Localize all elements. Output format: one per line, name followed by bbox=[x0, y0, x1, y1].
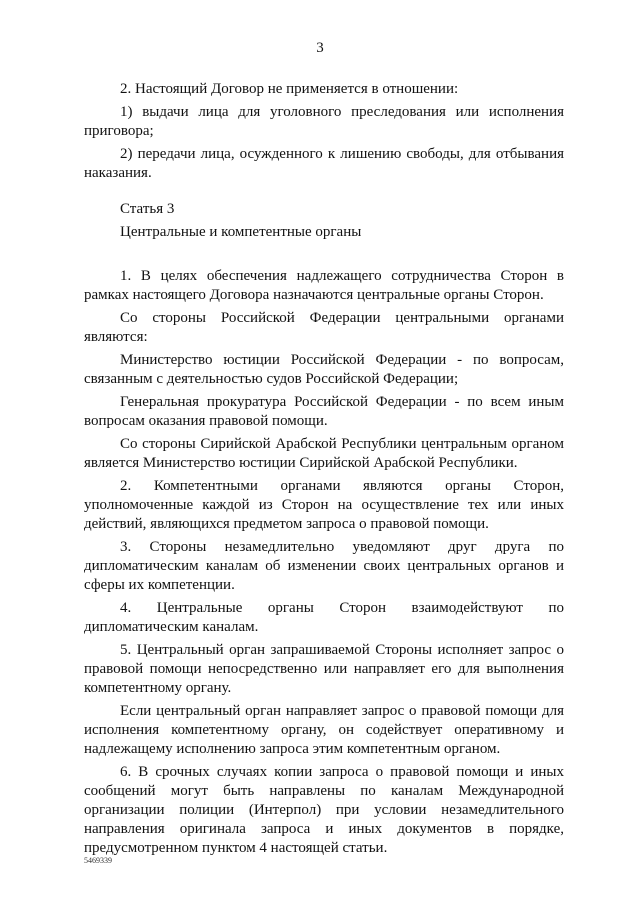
paragraph: 2. Компетентными органами являются органы Сторон, уполномоченные каждой из Сторон на осуществление тех или иных действий, являющихся предметом запроса о правовой помощи. bbox=[84, 478, 564, 532]
paragraph: 3. Стороны незамедлительно уведомляют друг друга по дипломатическим каналам об изменении своих центральных органов и сферы их компетенции. bbox=[84, 539, 564, 593]
paragraph: Со стороны Сирийской Арабской Республики центральным органом является Министерство юстиции Сирийской Арабской Республики. bbox=[84, 436, 564, 471]
paragraph: Если центральный орган направляет запрос о правовой помощи для исполнения компетентному органу, он содействует оперативному и надлежащему исполнению запроса этим компетентным органом. bbox=[84, 703, 564, 757]
paragraph: Генеральная прокуратура Российской Федерации - по всем иным вопросам оказания правовой помощи. bbox=[84, 394, 564, 429]
paragraph: 5. Центральный орган запрашиваемой Стороны исполняет запрос о правовой помощи непосредственно или направляет его для выполнения компетентному органу. bbox=[84, 642, 564, 696]
paragraph: Со стороны Российской Федерации центральными органами являются: bbox=[84, 310, 564, 345]
paragraph: 2. Настоящий Договор не применяется в отношении: bbox=[120, 81, 459, 97]
paragraph: 6. В срочных случаях копии запроса о правовой помощи и иных сообщений могут быть направлены по каналам Международной организации полиции (Интерпол) при условии незамедлительного направления оригинала запроса и иных документов в порядке, предусмотренном пунктом 4 настоящей статьи. bbox=[84, 764, 564, 856]
article-title: Центральные и компетентные органы bbox=[120, 224, 362, 240]
paragraph: Министерство юстиции Российской Федерации - по вопросам, связанным с деятельностью судов Российской Федерации; bbox=[84, 352, 564, 387]
paragraph: 1) выдачи лица для уголовного преследования или исполнения приговора; bbox=[84, 104, 564, 139]
paragraph: 4. Центральные органы Сторон взаимодействуют по дипломатическим каналам. bbox=[84, 600, 564, 635]
article-heading bbox=[84, 200, 564, 242]
document-body bbox=[84, 80, 564, 862]
paragraph: 1. В целях обеспечения надлежащего сотрудничества Сторон в рамках настоящего Договора назначаются центральные органы Сторон. bbox=[84, 268, 564, 303]
paragraph: 2) передачи лица, осужденного к лишению свободы, для отбывания наказания. bbox=[84, 146, 564, 181]
document-code: 5469339 bbox=[84, 856, 112, 865]
article-number: Статья 3 bbox=[120, 201, 175, 217]
page-number: 3 bbox=[316, 40, 324, 56]
